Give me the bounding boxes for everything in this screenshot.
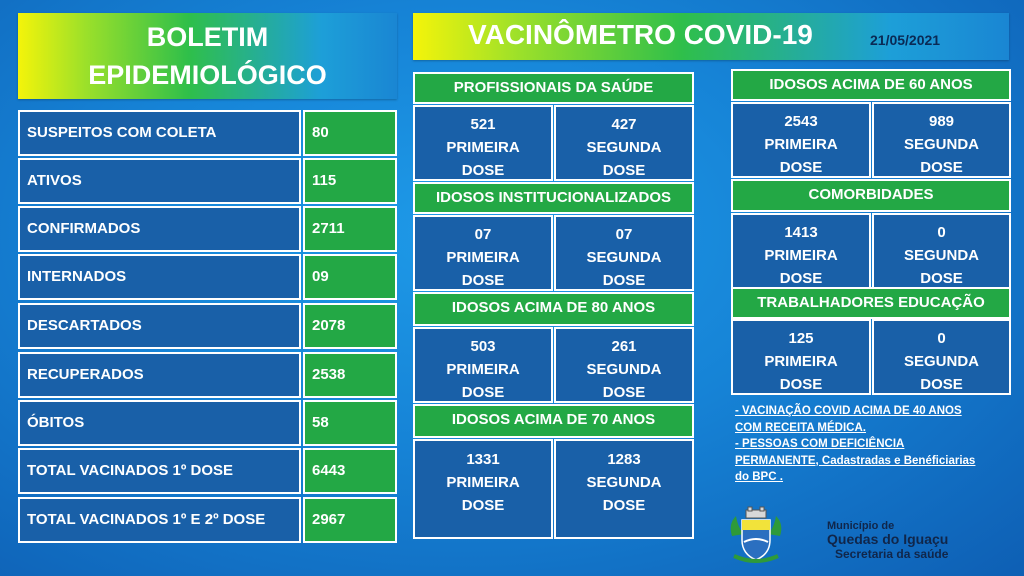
second-dose-cell [554,327,694,403]
first-dose-label: PRIMEIRA [764,353,838,370]
note-line: COM RECEITA MÉDICA. [735,421,866,434]
bulletin-label: CONFIRMADOS [18,206,301,252]
second-dose-label: SEGUNDA [586,249,662,266]
first-dose-label: PRIMEIRA [446,361,520,378]
second-dose-count: 261 [611,338,637,355]
municipality-line1: Município de [827,520,895,532]
bulletin-title-line1: BOLETIM [146,22,269,52]
first-dose-count: 521 [470,116,496,133]
report-date: 21/05/2021 [870,32,941,48]
bulletin-label: DESCARTADOS [18,303,301,349]
bulletin-row [18,448,397,494]
bulletin-value: 2078 [303,303,397,349]
dose-label: DOSE [461,497,505,514]
second-dose-cell [872,213,1011,289]
second-dose-cell [554,105,694,181]
second-dose-count: 0 [937,330,946,347]
first-dose-cell [731,213,871,289]
bulletin-row [18,352,397,398]
dose-label: DOSE [461,384,505,401]
first-dose-count: 2543 [784,113,818,130]
first-dose-count: 1331 [466,451,500,468]
first-dose-label: PRIMEIRA [764,136,838,153]
municipality-footer [827,520,948,562]
bulletin-label: INTERNADOS [18,254,301,300]
second-dose-label: SEGUNDA [903,136,979,153]
bulletin-title-line2: EPIDEMIOLÓGICO [88,60,327,90]
bulletin-row [18,206,397,252]
first-dose-count: 503 [470,338,496,355]
dose-label: DOSE [779,376,823,393]
bulletin-value: 115 [303,158,397,204]
note-line: PERMANENTE, Cadastradas e Benéficiarias [735,454,976,467]
second-dose-label: SEGUNDA [586,139,662,156]
bulletin-row [18,254,397,300]
vaccination-notes [735,403,1000,486]
dose-label: DOSE [602,384,646,401]
bulletin-label: TOTAL VACINADOS 1º E 2º DOSE [18,497,301,543]
bulletin-value: 6443 [303,448,397,494]
first-dose-cell [413,215,553,291]
bulletin-value: 2538 [303,352,397,398]
first-dose-label: PRIMEIRA [446,139,520,156]
vaccinometer-title: VACINÔMETRO COVID-19 [468,19,813,50]
bulletin-value: 58 [303,400,397,446]
bulletin-row [18,497,397,543]
bulletin-value: 2711 [303,206,397,252]
municipal-coat-of-arms-icon [726,506,786,566]
bulletin-label: ATIVOS [18,158,301,204]
bulletin-row [18,303,397,349]
note-line: - PESSOAS COM DEFICIÊNCIA [735,438,905,450]
bulletin-label: SUSPEITOS COM COLETA [18,110,301,156]
first-dose-cell [413,327,553,403]
group-header: IDOSOS ACIMA DE 60 ANOS [731,69,1011,101]
first-dose-cell [731,102,871,178]
group-header: TRABALHADORES EDUCAÇÃO [731,287,1011,319]
second-dose-cell [872,102,1011,178]
first-dose-label: PRIMEIRA [446,249,520,266]
dose-label: DOSE [602,497,646,514]
dose-label: DOSE [920,270,963,287]
bulletin-row [18,400,397,446]
dose-label: DOSE [920,376,963,393]
second-dose-label: SEGUNDA [903,353,979,370]
second-dose-cell [554,215,694,291]
first-dose-label: PRIMEIRA [764,247,838,264]
first-dose-count: 07 [474,226,492,243]
dose-label: DOSE [461,162,505,179]
bulletin-row [18,110,397,156]
bulletin-label: RECUPERADOS [18,352,301,398]
second-dose-count: 989 [928,113,955,130]
second-dose-cell [872,319,1011,395]
dose-label: DOSE [779,159,823,176]
dose-label: DOSE [602,272,646,289]
bulletin-row [18,158,397,204]
note-line: - VACINAÇÃO COVID ACIMA DE 40 ANOS [735,405,962,417]
dose-label: DOSE [779,270,823,287]
first-dose-cell [413,105,553,181]
second-dose-count: 07 [615,226,633,243]
bulletin-label: TOTAL VACINADOS 1º DOSE [18,448,301,494]
bulletin-label: ÓBITOS [18,400,301,446]
second-dose-count: 1283 [607,451,641,468]
first-dose-label: PRIMEIRA [446,474,520,491]
group-header: IDOSOS ACIMA DE 70 ANOS [413,404,694,438]
first-dose-count: 125 [788,330,814,347]
dose-label: DOSE [461,272,505,289]
second-dose-count: 0 [937,224,946,241]
second-dose-label: SEGUNDA [586,361,662,378]
first-dose-cell [413,439,553,539]
department-name: Secretaria da saúde [835,547,949,561]
first-dose-cell [731,319,871,395]
group-header: IDOSOS ACIMA DE 80 ANOS [413,292,694,326]
second-dose-label: SEGUNDA [586,474,662,491]
group-header: PROFISSIONAIS DA SAÚDE [413,72,694,104]
note-line: do BPC . [735,471,783,483]
second-dose-cell [554,439,694,539]
municipality-name: Quedas do Iguaçu [827,531,949,547]
second-dose-label: SEGUNDA [903,247,979,264]
group-header: COMORBIDADES [731,179,1011,212]
bulletin-value: 09 [303,254,397,300]
bulletin-value: 2967 [303,497,397,543]
bulletin-banner [18,13,397,99]
vaccinometer-banner [413,13,1009,60]
dose-label: DOSE [920,159,963,176]
first-dose-count: 1413 [784,224,818,241]
bulletin-value: 80 [303,110,397,156]
group-header: IDOSOS INSTITUCIONALIZADOS [413,182,694,214]
dose-label: DOSE [602,162,646,179]
second-dose-count: 427 [611,116,637,133]
